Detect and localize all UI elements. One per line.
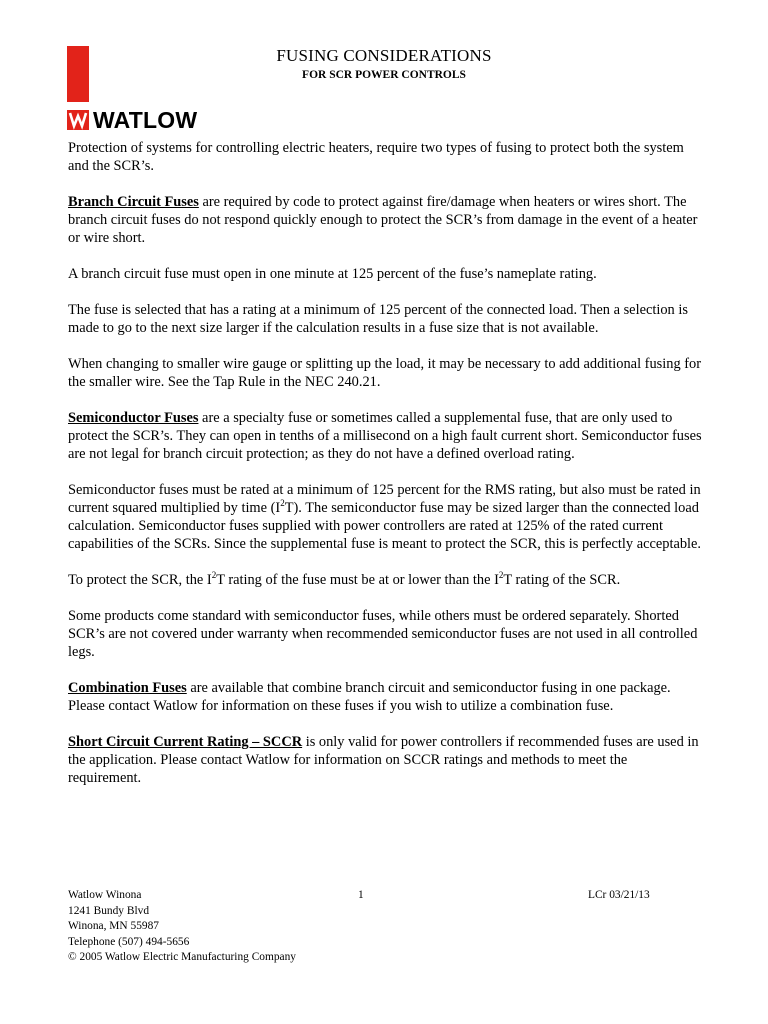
semiconductor-text: are a specialty fuse or sometimes called a supplemental fuse, that are only used to protect the SCR’s. They can open in tenths of a millisecond on a high fault current short. Semiconductor fuses are not legal for branch circuit protection; as they do not have a defined overload rating. bbox=[68, 410, 702, 462]
superscript: 2 bbox=[498, 570, 504, 580]
sccr-heading: Short Circuit Current Rating – SCCR bbox=[68, 734, 303, 750]
page-subtitle: FOR SCR POWER CONTROLS bbox=[302, 69, 466, 81]
i2t-text-a: To protect the SCR, the I bbox=[68, 572, 212, 588]
superscript: 2 bbox=[211, 570, 217, 580]
footer-address bbox=[68, 888, 668, 966]
sccr-text: is only valid for power controllers if recommended fuses are used in the application. Please contact Watlow for information on SCCR ratings and methods to meet the requirement. bbox=[68, 734, 699, 786]
document-code: LCr 03/21/13 bbox=[588, 889, 650, 901]
footer-line: © 2005 Watlow Electric Manufacturing Company bbox=[68, 951, 297, 964]
footer-line: Watlow Winona bbox=[68, 889, 142, 901]
i2t-paragraph bbox=[68, 571, 702, 589]
warranty-paragraph: Some products come standard with semiconductor fuses, while others must be ordered separately. Shorted SCR’s are not covered under warranty when recommended semiconductor fuses are not used in all controlled legs. bbox=[68, 608, 698, 660]
combination-heading: Combination Fuses bbox=[68, 680, 187, 696]
sccr-paragraph bbox=[68, 733, 702, 787]
branch-circuit-heading: Branch Circuit Fuses bbox=[68, 194, 199, 210]
document-body bbox=[68, 139, 702, 805]
intro-paragraph: Protection of systems for controlling electric heaters, require two types of fusing to protect both the system and the SCR’s. bbox=[68, 140, 684, 174]
branch-circuit-text: are required by code to protect against fire/damage when heaters or wires short. The branch circuit fuses do not respond quickly enough to protect the SCR’s from damage in the event of a heater or wire short. bbox=[68, 194, 698, 246]
branch-circuit-paragraph bbox=[68, 193, 702, 247]
rating-text-a: Semiconductor fuses must be rated at a minimum of 125 percent for the RMS rating, but also must be rated in current squared multiplied by time (I bbox=[68, 482, 701, 516]
semiconductor-heading: Semiconductor Fuses bbox=[68, 410, 199, 426]
page-number: 1 bbox=[358, 889, 364, 901]
page-title: FUSING CONSIDERATIONS bbox=[276, 46, 492, 65]
combination-paragraph bbox=[68, 679, 702, 715]
semiconductor-paragraph bbox=[68, 409, 702, 463]
superscript: 2 bbox=[280, 498, 285, 508]
i2t-text-c: T rating of the SCR. bbox=[503, 572, 621, 588]
branch-open-paragraph: A branch circuit fuse must open in one minute at 125 percent of the fuse’s nameplate rating. bbox=[68, 266, 597, 282]
footer-line: Winona, MN 55987 bbox=[68, 920, 159, 933]
semiconductor-rating-paragraph bbox=[68, 481, 702, 553]
footer-line: Telephone (507) 494-5656 bbox=[68, 935, 190, 948]
i2t-text-b: T rating of the fuse must be at or lower than the I bbox=[216, 572, 499, 588]
svg-text:WATLOW: WATLOW bbox=[93, 107, 198, 130]
rating-text-b: T). The semiconductor fuse may be sized larger than the connected load calculation. Semiconductor fuses supplied with power controllers are rated at 125% of the rated current capabilities of the SCRs. Since the supplemental fuse is meant to protect the SCR, this is perfectly acceptable. bbox=[68, 500, 702, 552]
fuse-selection-paragraph: The fuse is selected that has a rating at a minimum of 125 percent of the connected load. Then a selection is made to go to the next size larger if the calculation results in a fuse size that is not available. bbox=[68, 302, 688, 336]
wire-gauge-paragraph: When changing to smaller wire gauge or splitting up the load, it may be necessary to add additional fusing for the smaller wire. See the Tap Rule in the NEC 240.21. bbox=[68, 356, 702, 390]
combination-text: are available that combine branch circuit and semiconductor fusing in one package. Please contact Watlow for information on these fuses if you wish to utilize a combination fuse. bbox=[68, 680, 671, 714]
title-block bbox=[0, 46, 768, 84]
footer-line: 1241 Bundy Blvd bbox=[68, 904, 150, 917]
